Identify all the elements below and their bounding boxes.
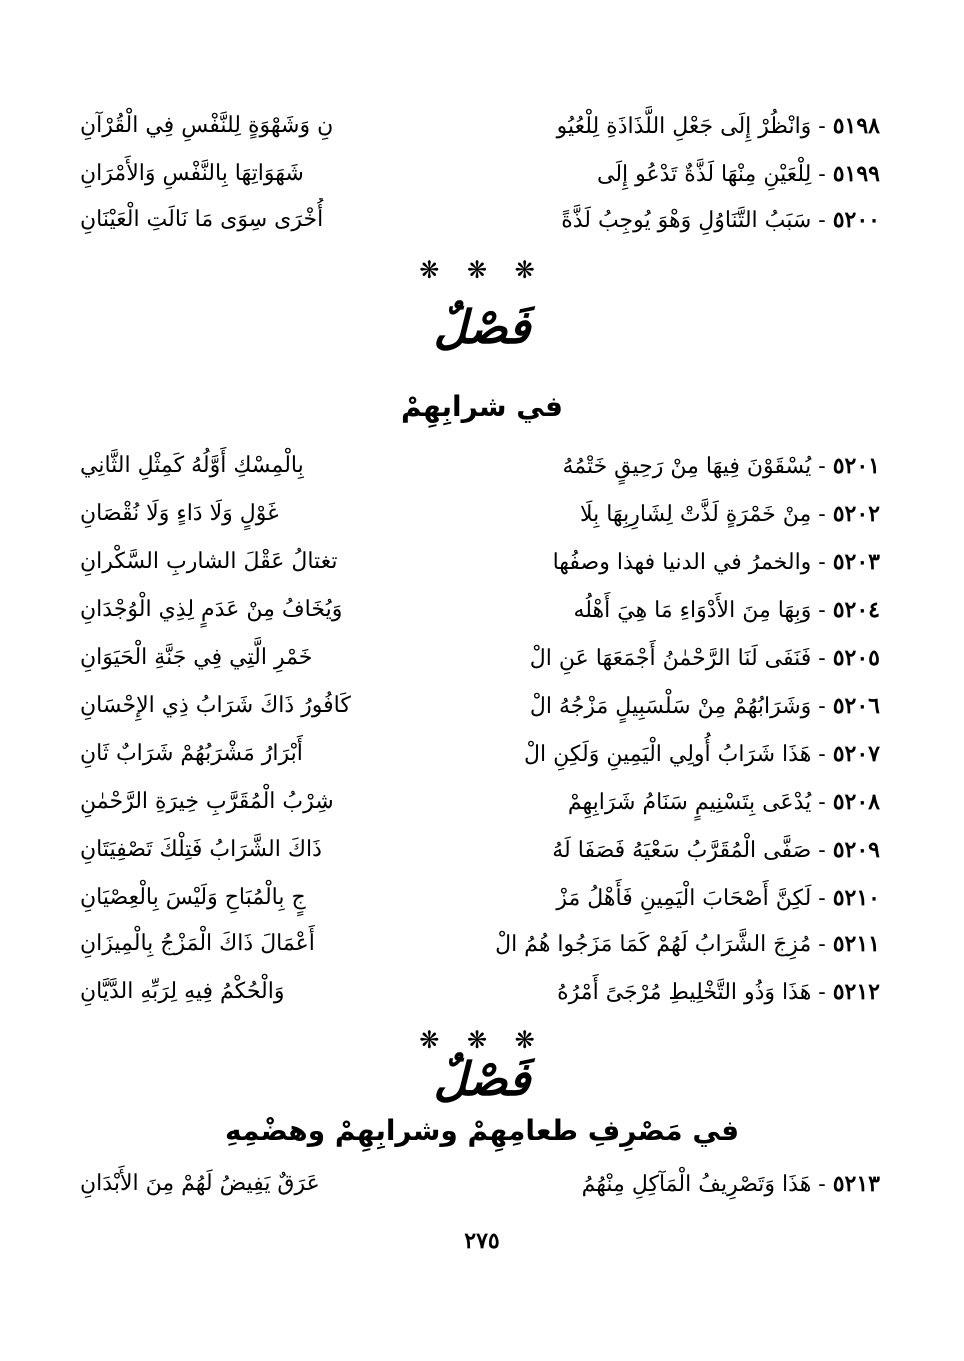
second-hemistich: ذَاكَ الشَّرَابُ فَتِلْكَ تَصْفِيَتَانِ	[80, 837, 322, 862]
section-subtitle: في مَصْرِفِ طعامِهِمْ وشرابِهِمْ وهضْمِهِ	[224, 1114, 740, 1147]
verse-line	[80, 198, 880, 242]
first-hemistich-text: لَكِنَّ أَصْحَابَ الْيَمِينِ فَأَهْلُ مَزْ	[556, 885, 812, 911]
verse-number: ٥١٩٨	[832, 112, 880, 139]
second-hemistich: أَبْرَارُ مَشْرَبُهُمْ شَرَابٌ ثَانِ	[80, 741, 303, 766]
verse-line	[80, 636, 880, 680]
first-hemistich-text: يُسْقَوْنَ فِيهَا مِنْ رَحِيقٍ خَتْمُهُ	[562, 453, 812, 479]
verse-number: ٥٢١١	[832, 930, 880, 957]
verse-number: ٥٢٠٩	[832, 836, 880, 863]
section-heading: فَصْلٌ	[433, 300, 531, 354]
verse-line	[80, 1162, 880, 1206]
verse-number: ٥٢٠٠	[832, 206, 880, 233]
first-hemistich: ٥٢١١ - مُزِجَ الشَّرَابُ لَهُمْ كَمَا مَزَجُوا هُمُ الْ	[495, 930, 880, 957]
verse-number: ٥٢٠٦	[832, 692, 880, 719]
first-hemistich: ٥٢٠٥ - فَنَفَى لَنَا الرَّحْمٰنُ أَجْمَعَهَا عَنِ الْ	[529, 644, 880, 671]
verse-number: ٥٢١٠	[832, 884, 880, 911]
verse-line	[80, 876, 880, 920]
first-hemistich-text: وَشَرَابُهُمْ مِنْ سَلْسَبِيلٍ مَزْجُهُ الْ	[529, 693, 812, 719]
first-hemistich: ٥٢٠٩ - صَفَّى الْمُقَرَّبُ سَعْيَهُ فَصَفَا لَهُ	[552, 836, 880, 863]
second-hemistich: شِرْبُ الْمُقَرَّبِ خِيرَةِ الرَّحْمٰنِ	[80, 789, 334, 814]
first-hemistich: ٥٢١٢ - هَذَا وَذُو التَّخْلِيطِ مُرْجَىً أَمْرُهُ	[557, 978, 880, 1005]
verse-number: ٥٢٠٤	[832, 596, 880, 623]
second-hemistich: عَرَقٌ يَفِيضُ لَهُمْ مِنَ الأَبْدَانِ	[80, 1171, 320, 1196]
second-hemistich: نِ وَشَهْوَةٍ لِلنَّفْسِ فِي الْقُرْآنِ	[80, 113, 334, 138]
verse-line	[80, 970, 880, 1014]
first-hemistich: ٥٢٠٢ - مِنْ خَمْرَةٍ لَذَّتْ لِشَارِبِهَا بِلَا	[579, 500, 880, 527]
first-hemistich: ٥٢٠٣ - والخمرُ في الدنيا فهذا وصفُها	[552, 548, 880, 575]
first-hemistich: ٥٢١٠ - لَكِنَّ أَصْحَابَ الْيَمِينِ فَأَهْلُ مَزْ	[556, 884, 880, 911]
verse-line	[80, 828, 880, 872]
second-hemistich: وَالْحُكْمُ فِيهِ لِرَبِّهِ الدَّيَّانِ	[80, 979, 285, 1004]
verse-number: ٥٢١٢	[832, 978, 880, 1005]
first-hemistich-text: وَانْظُرْ إِلَى جَعْلِ اللَّذَاذَةِ لِلْعُيُو	[556, 113, 812, 139]
verse-line	[80, 104, 880, 148]
verse-line	[80, 540, 880, 584]
first-hemistich-text: سَبَبُ التَّنَاوُلِ وَهْوَ يُوجِبُ لَذَّةً	[561, 207, 812, 233]
first-hemistich: ٥١٩٨ - وَانْظُرْ إِلَى جَعْلِ اللَّذَاذَةِ لِلْعُيُو	[556, 112, 880, 139]
first-hemistich-text: لِلْعَيْنِ مِنْهَا لَذَّةٌ تَدْعُو إِلَى	[596, 161, 812, 187]
verse-number: ٥٢٠٢	[832, 500, 880, 527]
verse-number: ٥٢٠٣	[832, 548, 880, 575]
star-divider: ❋ ❋ ❋	[419, 1026, 545, 1054]
second-hemistich: جٍ بِالْمُبَاحِ وَلَيْسَ بِالْعِصْيَانِ	[80, 885, 306, 910]
first-hemistich: ٥٢٠١ - يُسْقَوْنَ فِيهَا مِنْ رَحِيقٍ خَتْمُهُ	[562, 452, 880, 479]
section-heading: فَصْلٌ	[433, 1052, 531, 1106]
second-hemistich: أُخْرَى سِوَى مَا نَالَتِ الْعَيْنَانِ	[80, 207, 324, 232]
verse-line	[80, 444, 880, 488]
verse-line	[80, 684, 880, 728]
verse-number: ٥٢٠٥	[832, 644, 880, 671]
first-hemistich-text: صَفَّى الْمُقَرَّبُ سَعْيَهُ فَصَفَا لَهُ	[552, 837, 812, 863]
page-number: ٢٧٥	[464, 1228, 500, 1254]
verse-line	[80, 492, 880, 536]
star-divider: ❋ ❋ ❋	[419, 256, 545, 284]
first-hemistich: ٥٢١٣ - هَذَا وَتَصْرِيفُ الْمَآكِلِ مِنْهُمُ	[581, 1170, 880, 1197]
second-hemistich: وَيُخَافُ مِنْ عَدَمٍ لِذِي الْوُجْدَانِ	[80, 597, 343, 622]
second-hemistich: بِالْمِسْكِ أَوَّلُهُ كَمِثْلِ الثَّانِي	[80, 453, 304, 478]
verse-number: ٥٢١٣	[832, 1170, 880, 1197]
first-hemistich-text: مُزِجَ الشَّرَابُ لَهُمْ كَمَا مَزَجُوا هُمُ الْ	[495, 931, 812, 957]
first-hemistich-text: هَذَا شَرَابُ أُولِي الْيَمِينِ وَلَكِنِ الْ	[524, 741, 812, 767]
verse-line	[80, 588, 880, 632]
first-hemistich: ٥٢٠٨ - يُدْعَى بِتَسْنِيمٍ سَنَامُ شَرَابِهِمْ	[567, 788, 880, 815]
verse-number: ٥٢٠٨	[832, 788, 880, 815]
second-hemistich: خَمْرِ الَّتِي فِي جَنَّةِ الْحَيَوَانِ	[80, 645, 313, 670]
verse-number: ٥٢٠١	[832, 452, 880, 479]
first-hemistich: ٥٢٠٠ - سَبَبُ التَّنَاوُلِ وَهْوَ يُوجِبُ لَذَّةً	[561, 206, 880, 233]
first-hemistich-text: مِنْ خَمْرَةٍ لَذَّتْ لِشَارِبِهَا بِلَا	[579, 501, 812, 527]
first-hemistich: ٥٢٠٦ - وَشَرَابُهُمْ مِنْ سَلْسَبِيلٍ مَزْجُهُ الْ	[529, 692, 880, 719]
verse-number: ٥٢٠٧	[832, 740, 880, 767]
verse-line	[80, 152, 880, 196]
first-hemistich-text: فَنَفَى لَنَا الرَّحْمٰنُ أَجْمَعَهَا عَنِ الْ	[529, 645, 812, 671]
first-hemistich-text: هَذَا وَذُو التَّخْلِيطِ مُرْجَىً أَمْرُهُ	[557, 979, 812, 1005]
first-hemistich: ٥٢٠٤ - وَبِهَا مِنَ الأَدْوَاءِ مَا هِيَ أَهْلُه	[573, 596, 880, 623]
verse-number: ٥١٩٩	[832, 160, 880, 187]
second-hemistich: غَوْلٍ وَلَا دَاءٍ وَلَا نُقْصَانِ	[80, 501, 279, 526]
second-hemistich: كَافُورُ ذَاكَ شَرَابُ ذِي الإِحْسَانِ	[80, 693, 351, 718]
first-hemistich: ٥١٩٩ - لِلْعَيْنِ مِنْهَا لَذَّةٌ تَدْعُو إِلَى	[596, 160, 880, 187]
first-hemistich-text: والخمرُ في الدنيا فهذا وصفُها	[552, 549, 812, 575]
first-hemistich-text: يُدْعَى بِتَسْنِيمٍ سَنَامُ شَرَابِهِمْ	[567, 789, 812, 815]
first-hemistich-text: وَبِهَا مِنَ الأَدْوَاءِ مَا هِيَ أَهْلُه	[573, 597, 812, 623]
second-hemistich: شَهَوَاتِهَا بِالنَّفْسِ وَالأَمْرَانِ	[80, 161, 304, 186]
verse-line	[80, 780, 880, 824]
verse-line	[80, 732, 880, 776]
second-hemistich: تغتالُ عَقْلَ الشاربِ السَّكْرانِ	[80, 549, 338, 574]
first-hemistich-text: هَذَا وَتَصْرِيفُ الْمَآكِلِ مِنْهُمُ	[581, 1171, 812, 1197]
first-hemistich: ٥٢٠٧ - هَذَا شَرَابُ أُولِي الْيَمِينِ وَلَكِنِ الْ	[524, 740, 880, 767]
section-subtitle: في شرابِهِمْ	[401, 390, 563, 423]
verse-line	[80, 922, 880, 966]
second-hemistich: أَعْمَالَ ذَاكَ الْمَزْجُ بِالْمِيزَانِ	[80, 931, 315, 956]
